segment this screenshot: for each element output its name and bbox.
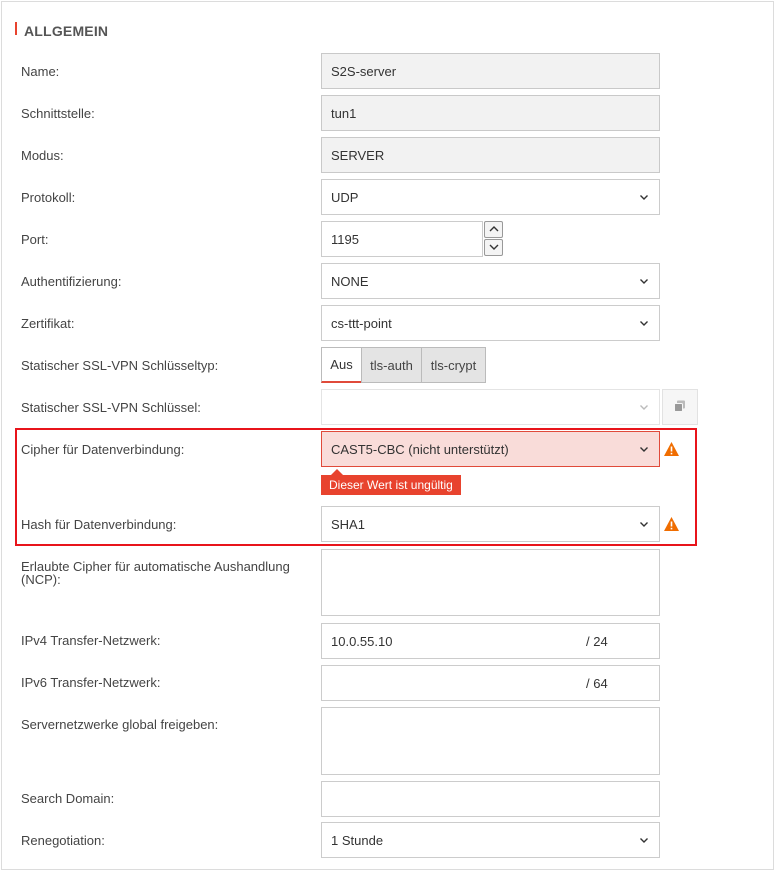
warning-triangle-icon: [663, 516, 681, 532]
cert-select[interactable]: [321, 305, 660, 341]
chevron-up-icon: [488, 222, 500, 237]
chevron-down-icon: [638, 401, 650, 413]
name-field[interactable]: [321, 53, 660, 89]
auth-value: NONE: [331, 273, 369, 289]
cipher-select[interactable]: [321, 431, 660, 467]
interface-value: tun1: [331, 105, 357, 121]
ncp-label-line2: (NCP):: [21, 572, 61, 587]
name-value: S2S-server: [331, 63, 397, 79]
statickey-select[interactable]: [321, 389, 660, 425]
renegotiation-label: Renegotiation:: [21, 833, 105, 848]
chevron-down-icon: [638, 518, 650, 530]
keytype-option-tls-crypt[interactable]: tls-crypt: [421, 347, 486, 383]
section-title: ALLGEMEIN: [24, 23, 109, 39]
cipher-label: Cipher für Datenverbindung:: [21, 442, 185, 457]
servernets-field[interactable]: [321, 707, 660, 775]
protocol-select[interactable]: [321, 179, 660, 215]
keytype-option-tls-auth[interactable]: tls-auth: [361, 347, 422, 383]
chevron-down-icon: [638, 275, 650, 287]
protocol-value: UDP: [331, 189, 359, 205]
chevron-down-icon: [488, 240, 500, 255]
searchdomain-input[interactable]: [321, 781, 660, 817]
cert-label: Zertifikat:: [21, 316, 75, 331]
renegotiation-value: 1 Stunde: [331, 832, 384, 848]
ipv6-prefix: / 64: [586, 676, 608, 691]
mode-value: SERVER: [331, 147, 385, 163]
copy-icon: [673, 399, 687, 416]
chevron-down-icon: [638, 834, 650, 846]
chevron-down-icon: [638, 317, 650, 329]
interface-label: Schnittstelle:: [21, 106, 95, 121]
warning-triangle-icon: [663, 441, 681, 457]
ipv6-input[interactable]: [321, 665, 660, 701]
section-accent-bar: [15, 22, 17, 35]
keytype-label: Statischer SSL-VPN Schlüsseltyp:: [21, 358, 219, 373]
interface-field[interactable]: [321, 95, 660, 131]
port-increment-button[interactable]: [484, 221, 503, 238]
ncp-label-line1: Erlaubte Cipher für automatische Aushandlung: [21, 559, 290, 574]
auth-label: Authentifizierung:: [21, 274, 122, 289]
ipv4-value: 10.0.55.10: [331, 633, 393, 649]
searchdomain-label: Search Domain:: [21, 791, 115, 806]
protocol-label: Protokoll:: [21, 190, 76, 205]
cipher-error-tooltip: Dieser Wert ist ungültig: [321, 475, 461, 495]
ipv6-label: IPv6 Transfer-Netzwerk:: [21, 675, 161, 690]
hash-select[interactable]: [321, 506, 660, 542]
mode-label: Modus:: [21, 148, 64, 163]
mode-field[interactable]: [321, 137, 660, 173]
ncp-field[interactable]: [321, 549, 660, 616]
chevron-down-icon: [638, 443, 650, 455]
copy-key-button[interactable]: [662, 389, 698, 425]
port-label: Port:: [21, 232, 49, 247]
cipher-value: CAST5-CBC (nicht unterstützt): [331, 441, 509, 457]
renegotiation-select[interactable]: [321, 822, 660, 858]
ipv4-label: IPv4 Transfer-Netzwerk:: [21, 633, 161, 648]
port-input[interactable]: [321, 221, 483, 257]
ipv4-prefix: / 24: [586, 634, 608, 649]
chevron-down-icon: [638, 191, 650, 203]
port-value: 1195: [331, 231, 359, 247]
name-label: Name:: [21, 64, 60, 79]
keytype-option-aus[interactable]: Aus: [321, 347, 362, 383]
hash-label: Hash für Datenverbindung:: [21, 517, 177, 532]
servernets-label: Servernetzwerke global freigeben:: [21, 717, 219, 732]
cert-value: cs-ttt-point: [331, 315, 392, 331]
hash-value: SHA1: [331, 516, 365, 532]
statickey-label: Statischer SSL-VPN Schlüssel:: [21, 400, 201, 415]
port-decrement-button[interactable]: [484, 239, 503, 256]
ipv4-input[interactable]: [321, 623, 660, 659]
auth-select[interactable]: [321, 263, 660, 299]
